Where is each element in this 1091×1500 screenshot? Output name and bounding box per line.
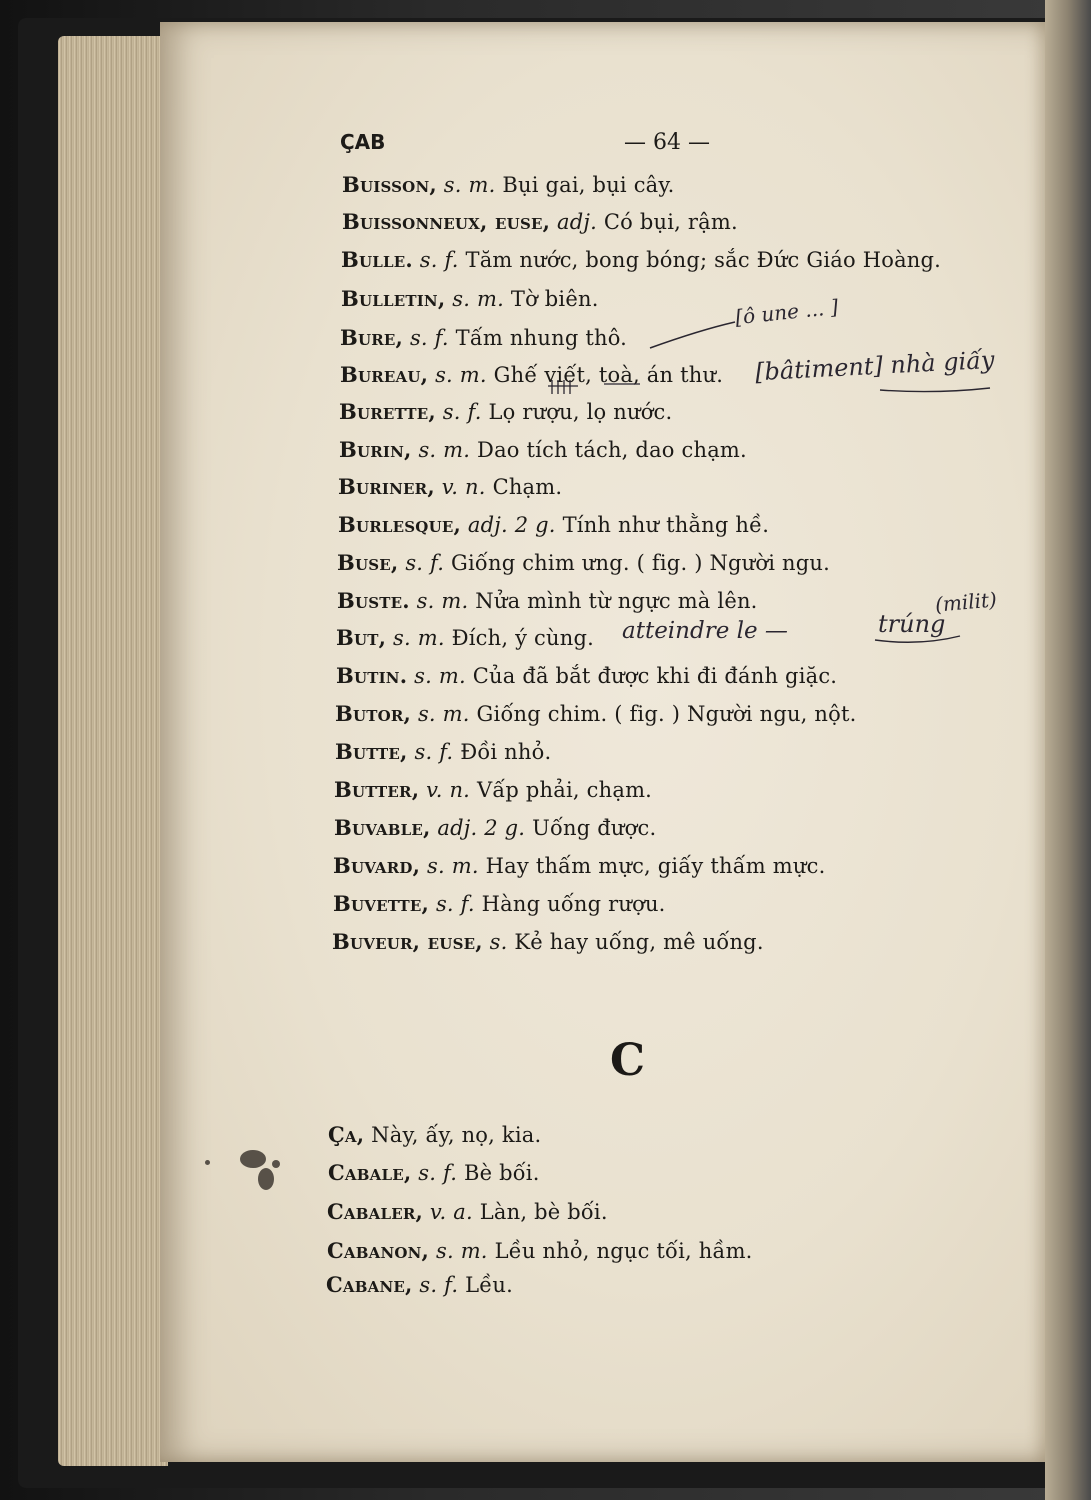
entry-headword: Cabale, — [328, 1160, 412, 1185]
entry-definition: Dao tích tách, dao chạm. — [477, 438, 747, 462]
ink-stain — [205, 1160, 210, 1165]
page-edges — [58, 36, 168, 1466]
running-head: ÇAB — [340, 130, 386, 154]
note-but-left: atteindre le — — [622, 618, 788, 644]
entry-definition: Nửa mình từ ngực mà lên. — [475, 589, 758, 613]
note-but-milit: (milit) — [934, 587, 998, 617]
entry-headword: Cabaler, — [327, 1199, 424, 1224]
entry-definition: Bè bối. — [463, 1161, 540, 1185]
entry-grammar: s. m. — [435, 363, 487, 387]
entry-grammar: v. a. — [429, 1200, 473, 1224]
entry-grammar: adj. 2 g. — [467, 513, 556, 537]
note-bure: [ô une ... ] — [734, 294, 840, 330]
entry-grammar: s. m. — [443, 173, 496, 197]
entry-grammar: s. f. — [419, 248, 459, 272]
entry-grammar: s. f. — [409, 326, 449, 350]
entry-headword: Buisson, — [342, 172, 437, 197]
entry-definition: Giống chim ưng. ( fig. ) Người ngu. — [451, 551, 831, 575]
dictionary-entry — [333, 853, 825, 878]
entry-definition: Bụi gai, bụi cây. — [502, 173, 675, 197]
dictionary-entry — [333, 891, 666, 916]
entry-grammar: s. m. — [393, 626, 445, 650]
entry-headword: Cabanon, — [327, 1238, 430, 1263]
entry-headword: Buvable, — [334, 815, 431, 840]
dictionary-entry — [334, 777, 652, 802]
entry-headword: Buissonneux, euse, — [342, 209, 551, 234]
dictionary-entry — [327, 1238, 753, 1263]
ink-stain — [272, 1160, 280, 1168]
entry-definition: Lều nhỏ, ngục tối, hầm. — [494, 1239, 753, 1263]
dictionary-entry — [336, 663, 837, 688]
entry-definition: Vấp phải, chạm. — [476, 778, 653, 802]
entry-headword: Butin. — [336, 663, 408, 688]
entry-headword: But, — [336, 625, 387, 650]
entry-headword: Burin, — [339, 437, 412, 462]
entry-grammar: s. m. — [417, 702, 470, 726]
entry-headword: Buriner, — [338, 474, 435, 499]
dictionary-entry — [341, 247, 941, 272]
entry-headword: Buvette, — [333, 891, 430, 916]
entry-definition: Chạm. — [492, 475, 563, 499]
entry-definition: Uống được. — [532, 816, 657, 840]
entry-grammar: s. — [489, 930, 508, 954]
entry-grammar: s. m. — [416, 589, 469, 613]
entry-definition: Đích, ý cùng. — [451, 626, 594, 650]
entry-definition: Đồi nhỏ. — [460, 740, 552, 764]
entry-headword: Butte, — [335, 739, 408, 764]
dictionary-entry — [341, 286, 599, 311]
entry-grammar: s. f. — [405, 551, 445, 575]
dictionary-entry — [339, 437, 747, 462]
entry-headword: Buvard, — [333, 853, 421, 878]
dictionary-entry — [340, 325, 627, 350]
entry-definition: Có bụi, rậm. — [603, 210, 738, 234]
entry-headword: Butter, — [334, 777, 420, 802]
page-header — [0, 130, 1091, 160]
entry-headword: Burette, — [339, 399, 436, 424]
note-but-right: trúng — [878, 610, 946, 638]
facing-page-edge — [1045, 0, 1091, 1500]
dictionary-entry — [332, 929, 764, 954]
dictionary-entry — [342, 209, 738, 234]
entry-definition: Ghế viết, toà, án thư. — [493, 363, 724, 387]
entry-grammar: s. m. — [427, 854, 479, 878]
entry-definition: Kẻ hay uống, mê uống. — [514, 930, 764, 954]
entry-definition: Tờ biên. — [510, 287, 599, 311]
entry-definition: Tính như thằng hề. — [562, 513, 770, 537]
entry-definition: Tấm nhung thô. — [455, 326, 628, 350]
entry-grammar: s. f. — [418, 1161, 458, 1185]
ink-stain — [258, 1168, 274, 1190]
entry-grammar: s. f. — [442, 400, 482, 424]
entry-definition: Này, ấy, nọ, kia. — [371, 1123, 542, 1147]
dictionary-entry — [335, 739, 551, 764]
dictionary-entry — [337, 588, 758, 613]
entry-definition: Tăm nước, bong bóng; sắc Đức Giáo Hoàng. — [465, 248, 942, 272]
entry-grammar: s. m. — [435, 1239, 488, 1263]
entry-headword: Bure, — [340, 325, 404, 350]
entry-grammar: s. f. — [419, 1273, 459, 1297]
dictionary-entry — [326, 1272, 513, 1297]
dictionary-entry — [334, 815, 656, 840]
page-number: — 64 — — [624, 130, 710, 155]
entry-headword: Buse, — [337, 550, 399, 575]
ink-stain — [240, 1150, 266, 1168]
entry-grammar: s. m. — [418, 438, 471, 462]
entry-headword: Butor, — [335, 701, 412, 726]
dictionary-entry — [340, 362, 723, 387]
dictionary-entry — [339, 399, 672, 424]
dictionary-entry — [328, 1160, 540, 1185]
entry-headword: Bulle. — [341, 247, 413, 272]
dictionary-entry — [337, 550, 830, 575]
entry-headword: Buveur, euse, — [332, 929, 483, 954]
section-letter: C — [610, 1035, 646, 1086]
dictionary-entry — [336, 625, 594, 650]
entry-definition: Của đã bắt được khi đi đánh giặc. — [472, 664, 838, 688]
entry-definition: Giống chim. ( fig. ) Người ngu, nột. — [476, 702, 857, 726]
dictionary-entry — [327, 1199, 608, 1224]
entry-grammar: v. n. — [426, 778, 471, 802]
entry-grammar: v. n. — [441, 475, 486, 499]
dictionary-entry — [342, 172, 675, 197]
dictionary-entry — [335, 701, 857, 726]
entry-grammar: s. f. — [414, 740, 454, 764]
entry-headword: Ça, — [328, 1122, 365, 1147]
entry-grammar: s. m. — [414, 664, 466, 688]
entry-headword: Bureau, — [340, 362, 429, 387]
entry-definition: Hay thấm mực, giấy thấm mực. — [485, 854, 826, 878]
entry-grammar: adj. 2 g. — [437, 816, 526, 840]
entry-headword: Bulletin, — [341, 286, 446, 311]
entry-definition: Lọ rượu, lọ nước. — [488, 400, 673, 424]
entry-definition: Hàng uống rượu. — [481, 892, 666, 916]
entry-grammar: adj. — [557, 210, 597, 234]
entry-headword: Buste. — [337, 588, 410, 613]
dictionary-entry — [338, 474, 562, 499]
entry-grammar: s. m. — [452, 287, 504, 311]
entry-headword: Burlesque, — [338, 512, 462, 537]
entry-headword: Cabane, — [326, 1272, 413, 1297]
entry-definition: Làn, bè bối. — [479, 1200, 608, 1224]
note-bureau: [bâtiment] nhà giấy — [754, 345, 996, 387]
dictionary-entry — [338, 512, 769, 537]
entry-definition: Lều. — [465, 1273, 514, 1297]
entry-grammar: s. f. — [435, 892, 475, 916]
dictionary-entry — [328, 1122, 541, 1147]
